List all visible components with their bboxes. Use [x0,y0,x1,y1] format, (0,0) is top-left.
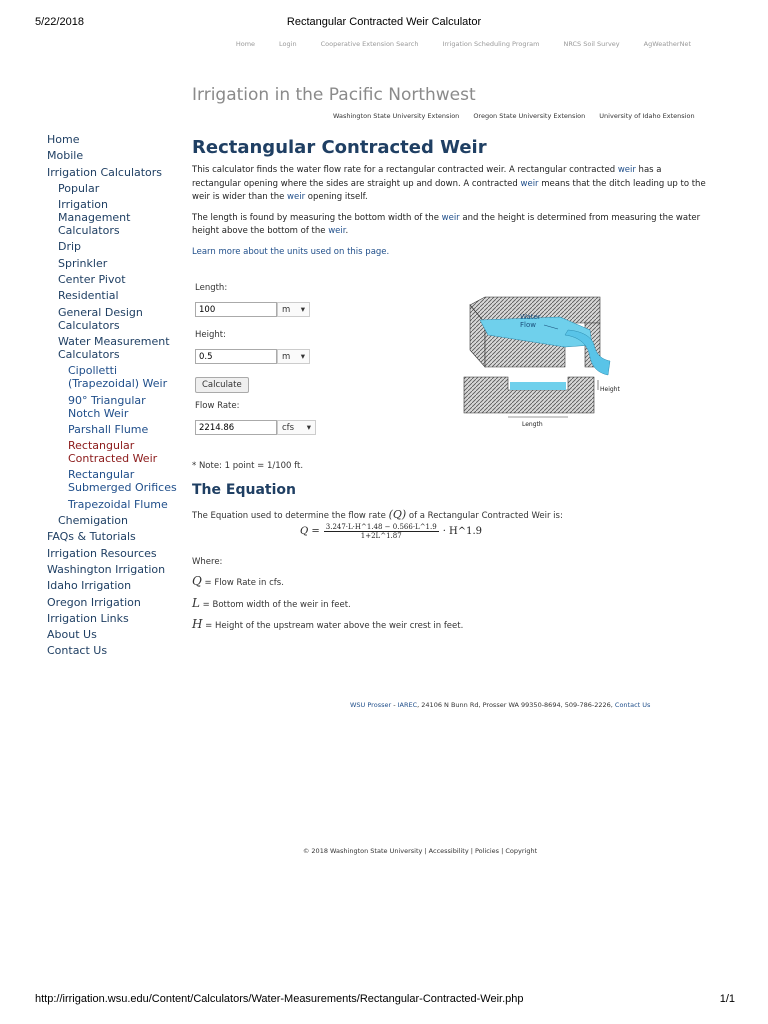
weir-cross-section [464,377,620,428]
sidebar-item-irrigation-management-calculators[interactable]: Irrigation Management Calculators [58,198,131,238]
sidebar-item-contact-us[interactable]: Contact Us [47,644,108,658]
flow-rate-label: Flow Rate: [195,401,240,411]
contact-us-link[interactable]: Contact Us [614,701,651,709]
main-content [192,137,712,266]
height-unit-select[interactable]: m ▾ [277,349,310,364]
print-url: http://irrigation.wsu.edu/Content/Calculators/Water-Measurements/Rectangular-Contracted-Weir.php [35,993,524,1005]
sidebar-nav [47,133,177,661]
point-note: * Note: 1 point = 1/100 ft. [192,461,304,471]
print-title: Rectangular Contracted Weir Calculator [286,16,482,28]
sidebar-item-mobile[interactable]: Mobile [47,149,84,163]
uidaho-extension-link[interactable]: University of Idaho Extension [599,112,695,120]
water-label: Water [520,313,541,321]
print-footer [35,993,735,1005]
length-unit-select[interactable]: m ▾ [277,302,310,317]
extension-links [333,112,709,120]
weir-diagram [460,295,630,430]
topnav-soil-survey[interactable]: NRCS Soil Survey [563,40,620,48]
height-label: Height: [195,330,226,340]
weir-perspective-view [470,297,610,375]
length-input[interactable] [195,302,277,317]
topnav-extension-search[interactable]: Cooperative Extension Search [320,40,419,48]
weir-link[interactable]: weir [520,178,539,189]
sidebar-item-about-us[interactable]: About Us [47,628,97,642]
flow-equation: Q = 3.247·L·H^1.48 − 0.566·L^1.9 · H^1.9 1+2L^1.87 [300,523,483,540]
sidebar-item-water-measurement-calculators[interactable]: Water Measurement Calculators [58,334,170,361]
wsu-extension-link[interactable]: Washington State University Extension [333,112,460,120]
topnav-home[interactable]: Home [235,40,256,48]
sidebar-item-rectangular-submerged-orifices[interactable]: Rectangular Submerged Orifices [68,468,177,495]
sidebar-item-washington-irrigation[interactable]: Washington Irrigation [47,562,166,576]
sidebar-item-cipolletti-trapezoidal-weir[interactable]: Cipolletti (Trapezoidal) Weir [68,364,168,391]
height-input[interactable] [195,349,277,364]
sidebar-item-oregon-irrigation[interactable]: Oregon Irrigation [47,595,141,609]
sidebar-item-sprinkler[interactable]: Sprinkler [58,256,108,270]
sidebar-item-irrigation-links[interactable]: Irrigation Links [47,611,129,625]
length-label: Length: [195,283,228,293]
sidebar-item-rectangular-contracted-weir[interactable]: Rectangular Contracted Weir [68,439,158,466]
sidebar-item-idaho-irrigation[interactable]: Idaho Irrigation [47,579,132,593]
units-link[interactable]: Learn more about the units used on this page. [192,246,390,257]
calculator-form [195,283,316,448]
height-dimension-label: Height [600,386,620,393]
flow-unit-select[interactable]: cfs ▾ [277,420,316,435]
sidebar-item-center-pivot[interactable]: Center Pivot [58,273,126,287]
length-dimension-label: Length [522,421,543,428]
sidebar-item-chemigation[interactable]: Chemigation [58,514,128,528]
weir-link[interactable]: weir [617,165,636,175]
copyright: © 2018 Washington State University | Accessibility | Policies | Copyright [302,847,538,855]
print-page-number: 1/1 [719,993,735,1005]
topnav-login[interactable]: Login [279,40,297,48]
sidebar-item-home[interactable]: Home [47,133,80,146]
sidebar-item-popular[interactable]: Popular [58,181,100,195]
footer-contact: WSU Prosser - IAREC, 24106 N Bunn Rd, Prosser WA 99350-8694, 509-786-2226, Contact Us [350,701,651,709]
calculate-button[interactable]: Calculate [195,377,249,393]
sidebar-item-irrigation-calculators[interactable]: Irrigation Calculators [47,165,163,179]
sidebar-item-general-design-calculators[interactable]: General Design Calculators [58,305,143,332]
chevron-down-icon: ▾ [306,422,311,433]
weir-link[interactable]: weir [287,192,306,202]
print-date: 5/22/2018 [35,16,84,28]
def-l: L = Bottom width of the weir in feet. [192,596,351,610]
sidebar-item-trapezoidal-flume[interactable]: Trapezoidal Flume [68,497,168,511]
print-header [0,16,768,30]
site-title[interactable]: Irrigation in the Pacific Northwest [192,85,476,105]
sidebar-item-irrigation-resources[interactable]: Irrigation Resources [47,546,157,560]
sidebar-item-drip[interactable]: Drip [58,240,82,254]
equation-intro: The Equation used to determine the flow rate (Q) of a Rectangular Contracted Weir is: [192,508,563,521]
chevron-down-icon: ▾ [300,351,305,362]
chevron-down-icon: ▾ [300,304,305,315]
sidebar-item-parshall-flume[interactable]: Parshall Flume [68,422,149,436]
def-h: H = Height of the upstream water above the weir crest in feet. [192,617,464,631]
page-title: Rectangular Contracted Weir [192,137,487,158]
osu-extension-link[interactable]: Oregon State University Extension [473,112,586,120]
weir-link[interactable]: weir [328,226,346,236]
sidebar-item-90-triangular-notch-weir[interactable]: 90° Triangular Notch Weir [68,393,146,420]
iarec-link[interactable]: IAREC [397,701,418,709]
topnav-agweathernet[interactable]: AgWeatherNet [643,40,691,48]
topnav-scheduling[interactable]: Irrigation Scheduling Program [442,40,540,48]
where-label: Where: [192,557,223,567]
sidebar-item-faqs-tutorials[interactable]: FAQs & Tutorials [47,530,136,544]
flow-label: Flow [520,321,536,329]
equation-title: The Equation [192,482,296,498]
intro-paragraph: This calculator finds the water flow rate for a rectangular contracted weir. A rectangular contracted weir has a rectangular opening where the sides are straight up and down. A contracted weir means that the ditch leading up to the weir is wider than the weir opening itself. [192,165,706,202]
weir-link[interactable]: weir [441,212,460,223]
def-q: Q = Flow Rate in cfs. [192,574,284,588]
measurement-paragraph: The length is found by measuring the bottom width of the weir and the height is determined from measuring the water height above the bottom of the weir. [192,212,701,236]
flow-rate-output[interactable] [195,420,277,435]
top-navigation [224,40,703,48]
sidebar-item-residential[interactable]: Residential [58,289,119,303]
wsu-prosser-link[interactable]: WSU Prosser [350,701,392,709]
